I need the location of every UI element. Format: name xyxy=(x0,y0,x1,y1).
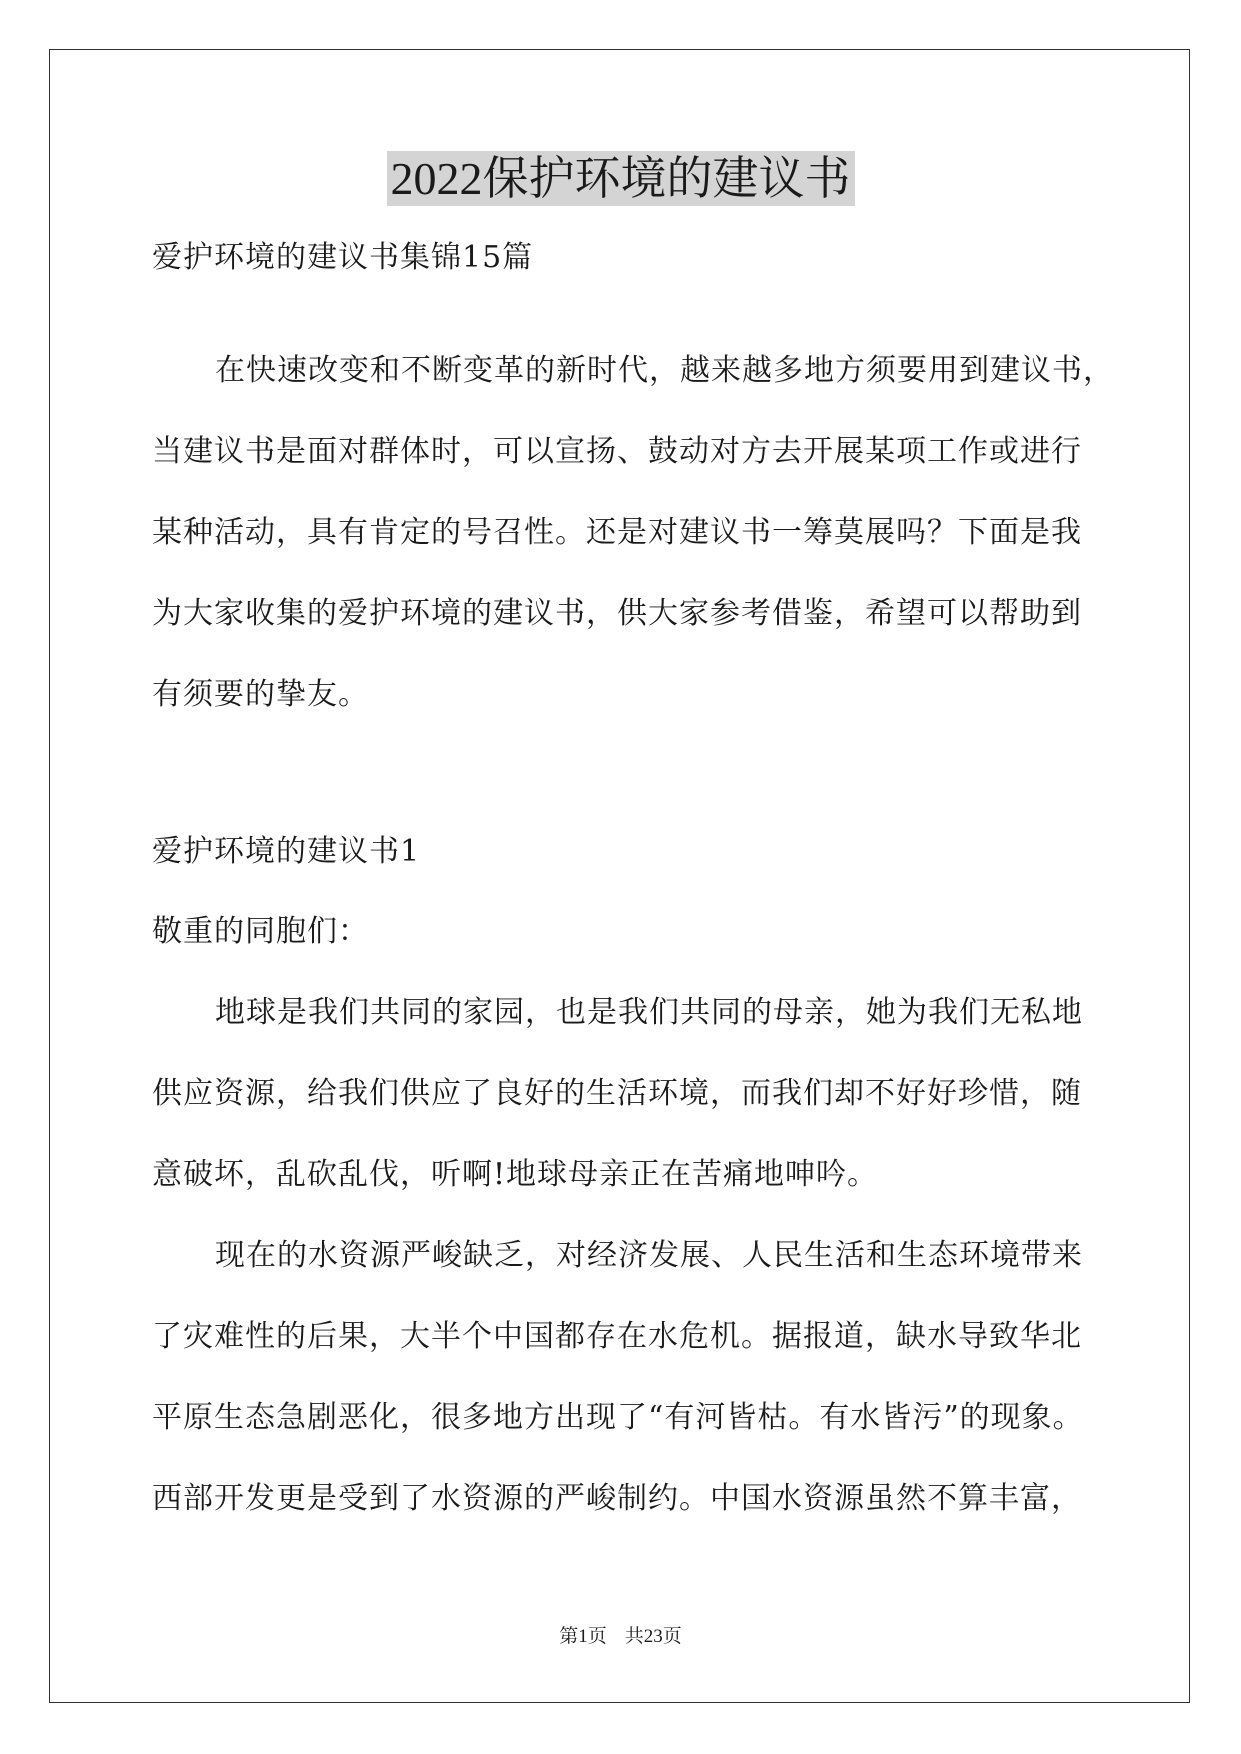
document-title-text: 2022保护环境的建议书 xyxy=(387,151,855,206)
paragraph-line: 供应资源，给我们供应了良好的生活环境，而我们却不好好珍惜，随 xyxy=(152,1076,1082,1111)
paragraph-line: 平原生态急剧恶化，很多地方出现了“有河皆枯。有水皆污”的现象。 xyxy=(152,1400,1084,1435)
page-total: 共23页 xyxy=(624,1626,682,1647)
paragraph-line: 现在的水资源严峻缺乏，对经济发展、人民生活和生态环境带来 xyxy=(215,1238,1083,1273)
salutation: 敬重的同胞们： xyxy=(152,914,369,949)
paragraph-line: 西部开发更是受到了水资源的严峻制约。中国水资源虽然不算丰富， xyxy=(152,1481,1082,1516)
collection-heading: 爱护环境的建议书集锦15篇 xyxy=(152,240,534,275)
section-heading: 爱护环境的建议书1 xyxy=(152,834,421,869)
document-title xyxy=(0,148,1241,210)
paragraph-line: 有须要的挚友。 xyxy=(152,677,369,712)
page-footer xyxy=(0,1625,1241,1649)
paragraph-line: 在快速改变和不断变革的新时代，越来越多地方须要用到建议书， xyxy=(215,353,1114,388)
page-border xyxy=(49,49,1190,1703)
paragraph-line: 某种活动，具有肯定的号召性。还是对建议书一筹莫展吗？下面是我 xyxy=(152,515,1082,550)
paragraph-line: 意破坏，乱砍乱伐，听啊!地球母亲正在苦痛地呻吟。 xyxy=(152,1157,879,1192)
paragraph-line: 为大家收集的爱护环境的建议书，供大家参考借鉴，希望可以帮助到 xyxy=(152,596,1082,631)
paragraph-line: 了灾难性的后果，大半个中国都存在水危机。据报道，缺水导致华北 xyxy=(152,1319,1082,1354)
paragraph-line: 地球是我们共同的家园，也是我们共同的母亲，她为我们无私地 xyxy=(215,995,1083,1030)
page-number: 第1页 xyxy=(559,1626,607,1647)
paragraph-line: 当建议书是面对群体时，可以宣扬、鼓动对方去开展某项工作或进行 xyxy=(152,434,1082,469)
